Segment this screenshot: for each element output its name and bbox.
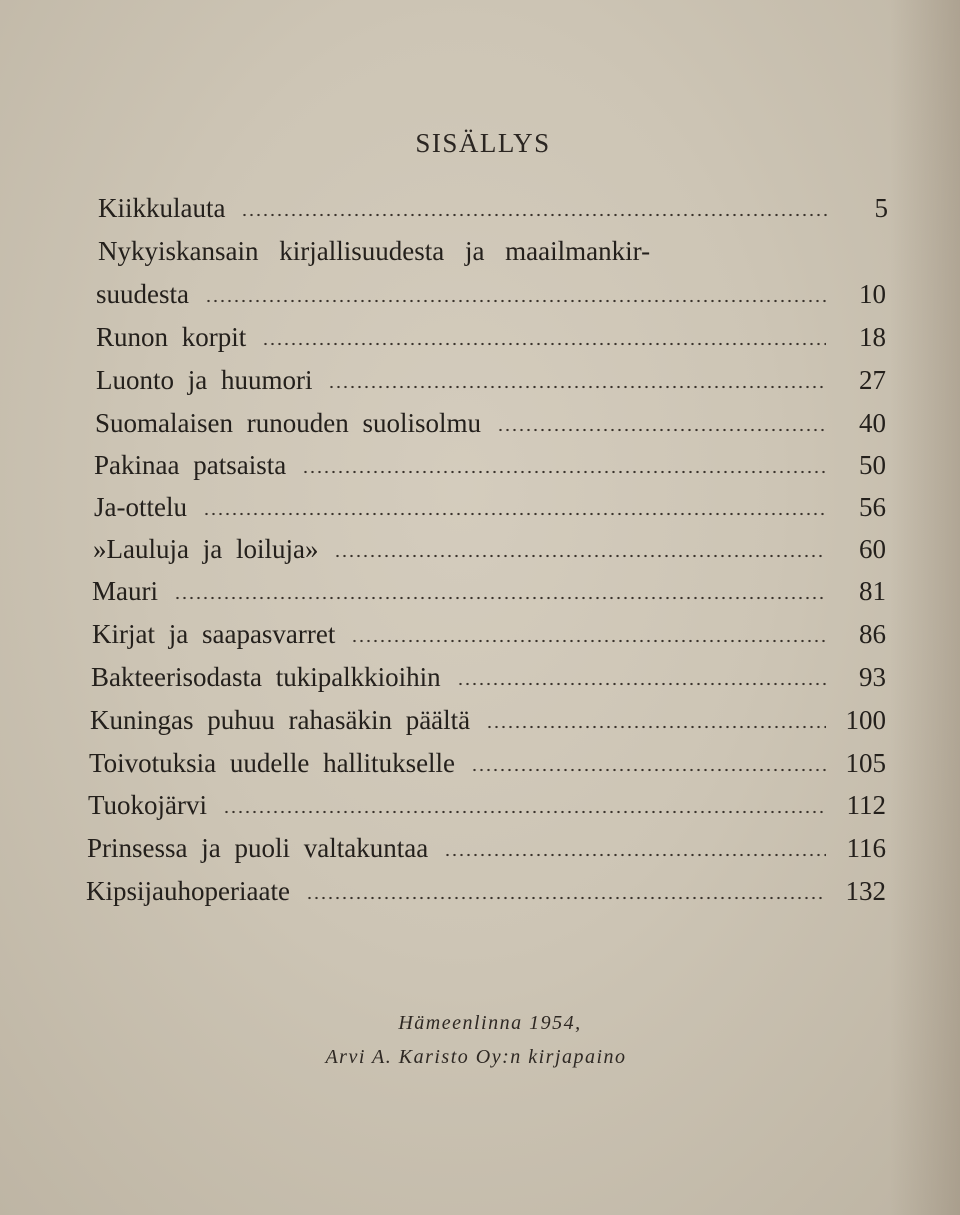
toc-entry-label: Toivotuksia uudelle hallitukselle — [89, 748, 456, 778]
toc-entry-page: 27 — [859, 365, 886, 395]
toc-entry-page: 116 — [846, 833, 886, 863]
toc-entry-label: Prinsessa ja puoli valtakuntaa — [87, 833, 429, 863]
toc-leader-dots — [328, 385, 826, 389]
toc-leader-dots — [223, 810, 826, 814]
toc-entry-page: 50 — [859, 450, 886, 480]
toc-entry-page: 10 — [859, 279, 886, 309]
toc-entry — [96, 279, 886, 310]
toc-leader-dots — [205, 299, 826, 303]
toc-entry — [91, 662, 886, 693]
toc-leader-dots — [457, 682, 826, 686]
colophon-place-year: Hämeenlinna 1954, — [398, 1012, 582, 1034]
toc-entry-label-line1: Nykyiskansain kirjallisuudesta ja maailmankir- — [98, 236, 651, 266]
toc-entry-label: »Lauluja ja loiluja» — [93, 534, 319, 564]
toc-leader-dots — [351, 639, 826, 643]
toc-entry-page: 60 — [859, 534, 886, 564]
toc-leader-dots — [497, 428, 826, 432]
toc-entry-label: Pakinaa patsaista — [94, 450, 287, 480]
toc-entry-page: 132 — [845, 876, 886, 906]
toc-entry-label: Kipsijauhoperiaate — [86, 876, 290, 906]
toc-entry — [96, 365, 886, 396]
toc-entry — [89, 748, 886, 779]
toc-entry-page: 40 — [859, 408, 886, 438]
colophon-printer: Arvi A. Karisto Oy:n kirjapaino — [325, 1046, 627, 1068]
toc-entry-label: Kuningas puhuu rahasäkin päältä — [90, 705, 471, 735]
toc-entry — [95, 408, 886, 439]
toc-entry — [93, 534, 886, 565]
toc-entry — [88, 790, 886, 821]
page-title: SISÄLLYS — [415, 128, 551, 158]
toc-entry-label: Kiikkulauta — [98, 193, 226, 223]
toc-entry-label: Kirjat ja saapasvarret — [92, 619, 336, 649]
toc-entry — [86, 876, 886, 907]
toc-leader-dots — [174, 596, 826, 600]
toc-leader-dots — [203, 512, 826, 516]
toc-entry-label: Mauri — [92, 576, 158, 606]
toc-entry-page: 86 — [859, 619, 886, 649]
toc-entry-label: Bakteerisodasta tukipalkkioihin — [91, 662, 441, 692]
toc-entry-label: Ja-ottelu — [94, 492, 187, 522]
toc-entry — [92, 619, 886, 650]
toc-entry — [92, 576, 886, 607]
toc-leader-dots — [486, 725, 826, 729]
toc-leader-dots — [444, 853, 826, 857]
toc-entry-page: 93 — [859, 662, 886, 692]
toc-leader-dots — [241, 213, 828, 217]
toc-entry — [94, 450, 886, 481]
toc-entry-page: 100 — [845, 705, 886, 735]
toc-entry-label: Tuokojärvi — [88, 790, 208, 820]
toc-leader-dots — [306, 896, 826, 900]
toc-entry-label: suudesta — [96, 279, 189, 309]
toc-entry — [90, 705, 886, 736]
toc-leader-dots — [471, 768, 826, 772]
toc-entry-page: 18 — [859, 322, 886, 352]
toc-entry — [98, 193, 888, 224]
toc-leader-dots — [334, 554, 826, 558]
toc-entry-page: 5 — [874, 193, 888, 223]
toc-entry-page: 105 — [845, 748, 886, 778]
toc-entry — [96, 322, 886, 353]
toc-entry-label: Suomalaisen runouden suolisolmu — [95, 408, 481, 438]
toc-leader-dots — [302, 470, 826, 474]
toc-entry-page: 81 — [859, 576, 886, 606]
toc-entry-label: Luonto ja huumori — [96, 365, 313, 395]
toc-entry-page: 56 — [859, 492, 886, 522]
toc-entry — [94, 492, 886, 523]
toc-entry-page: 112 — [846, 790, 886, 820]
toc-entry-label: Runon korpit — [96, 322, 247, 352]
toc-entry — [87, 833, 886, 864]
toc-leader-dots — [262, 342, 826, 346]
